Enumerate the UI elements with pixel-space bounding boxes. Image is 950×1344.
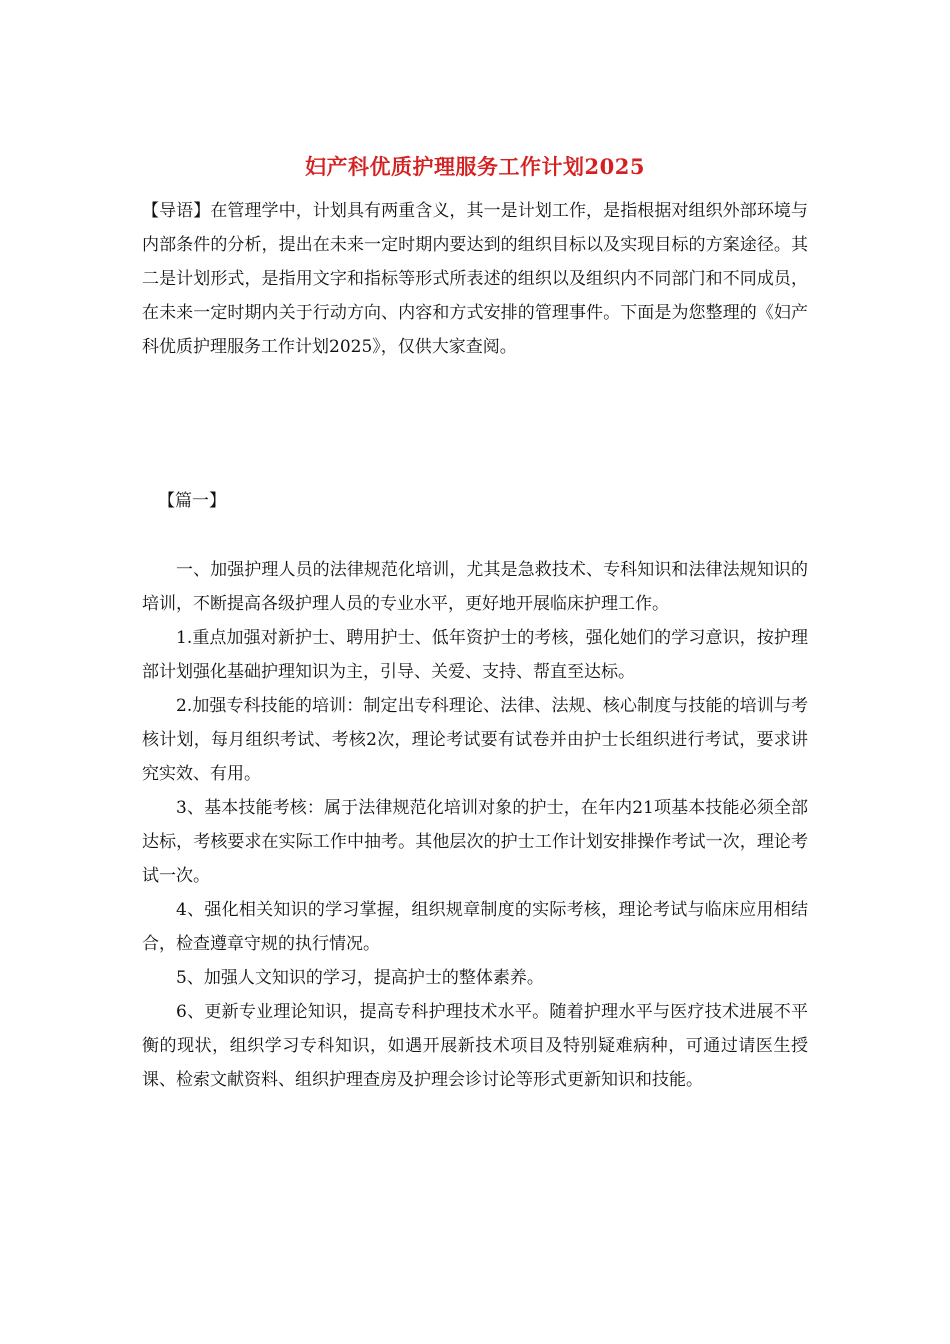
- body-paragraph: 一、加强护理人员的法律规范化培训，尤其是急救技术、专科知识和法律法规知识的培训，不断提高各级护理人员的专业水平，更好地开展临床护理工作。: [142, 560, 808, 614]
- section-heading: 【篇一】: [158, 491, 226, 511]
- document-title: 妇产科优质护理服务工作计划2025: [305, 154, 645, 179]
- body-paragraph: 3、基本技能考核：属于法律规范化培训对象的护士，在年内21项基本技能必须全部达标，考核要求在实际工作中抽考。其他层次的护士工作计划安排操作考试一次，理论考试一次。: [142, 798, 808, 886]
- body-paragraph: 4、强化相关知识的学习掌握，组织规章制度的实际考核，理论考试与临床应用相结合，检查遵章守规的执行情况。: [142, 900, 808, 954]
- body-text: [142, 553, 808, 1097]
- body-paragraph: 1.重点加强对新护士、聘用护士、低年资护士的考核，强化她们的学习意识，按护理部计划强化基础护理知识为主，引导、关爱、支持、帮直至达标。: [142, 628, 808, 682]
- body-paragraph: 2.加强专科技能的培训：制定出专科理论、法律、法规、核心制度与技能的培训与考核计划，每月组织考试、考核2次，理论考试要有试卷并由护士长组织进行考试，要求讲究实效、有用。: [142, 696, 808, 784]
- intro-paragraph: 【导语】在管理学中，计划具有两重含义，其一是计划工作，是指根据对组织外部环境与内部条件的分析，提出在未来一定时期内要达到的组织目标以及实现目标的方案途径。其二是计划形式，是指用文字和指标等形式所表述的组织以及组织内不同部门和不同成员，在未来一定时期内关于行动方向、内容和方式安排的管理事件。下面是为您整理的《妇产科优质护理服务工作计划2025》，仅供大家查阅。: [142, 201, 808, 357]
- body-paragraph: 5、加强人文知识的学习，提高护士的整体素养。: [176, 968, 544, 988]
- body-paragraph: 6、更新专业理论知识，提高专科护理技术水平。随着护理水平与医疗技术进展不平衡的现状，组织学习专科知识，如遇开展新技术项目及特别疑难病种，可通过请医生授课、检索文献资料、组织护理查房及护理会诊讨论等形式更新知识和技能。: [142, 1002, 808, 1090]
